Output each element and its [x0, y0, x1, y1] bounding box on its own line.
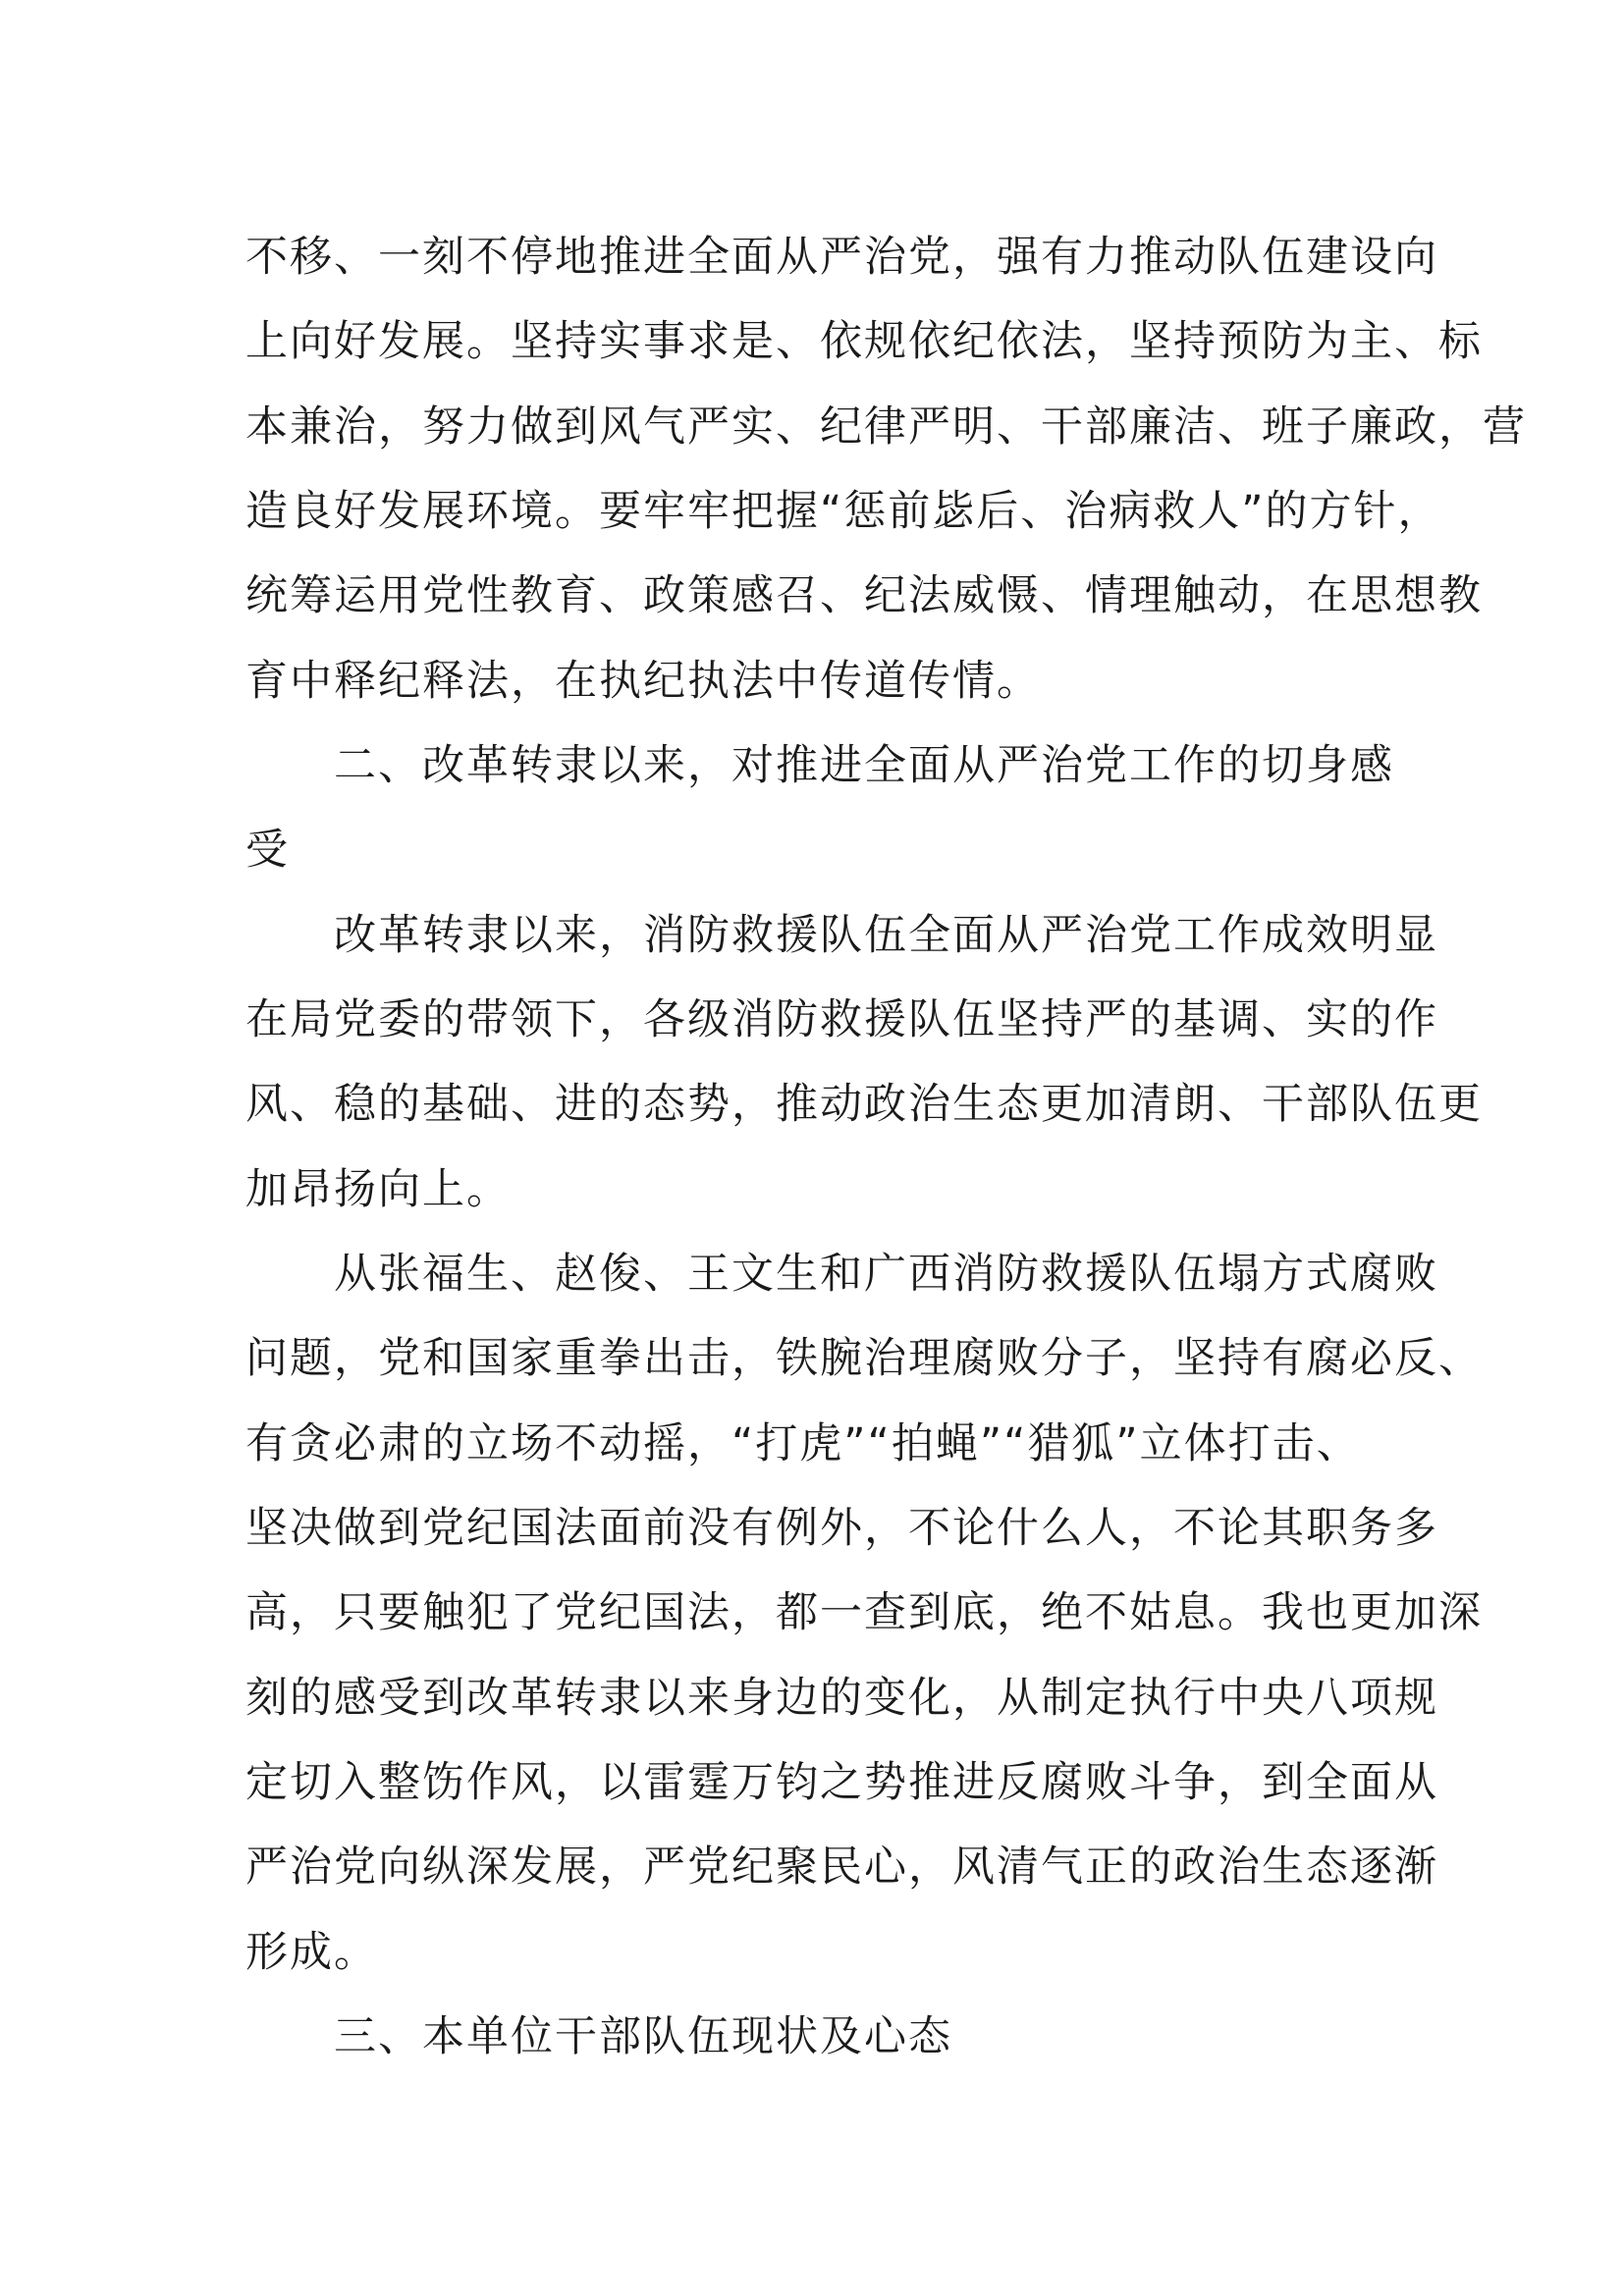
paragraph-line: 高，只要触犯了党纪国法，都一查到底，绝不姑息。我也更加深: [245, 1588, 1483, 1637]
paragraph-line: 育中释纪释法，在执纪执法中传道传情。: [245, 657, 1041, 706]
paragraph-line: 改革转隶以来，消防救援队伍全面从严治党工作成效明显: [334, 911, 1438, 960]
paragraph-line: 风、稳的基础、进的态势，推动政治生态更加清朗、干部队伍更: [245, 1080, 1483, 1129]
paragraph-line: 在局党委的带领下，各级消防救援队伍坚持严的基调、实的作: [245, 995, 1438, 1044]
paragraph-line: 本兼治，努力做到风气严实、纪律严明、干部廉洁、班子廉政，营: [245, 402, 1527, 452]
paragraph-line: 统筹运用党性教育、政策感召、纪法威慑、情理触动，在思想教: [245, 571, 1483, 620]
paragraph-line: 上向好发展。坚持实事求是、依规依纪依法，坚持预防为主、标: [245, 317, 1483, 366]
section-heading: 三、本单位干部队伍现状及心态: [334, 2012, 952, 2061]
paragraph-line: 严治党向纵深发展，严党纪聚民心，风清气正的政治生态逐渐: [245, 1842, 1438, 1892]
paragraph-line: 加昂扬向上。: [245, 1165, 511, 1214]
paragraph-line: 从张福生、赵俊、王文生和广西消防救援队伍塌方式腐败: [334, 1250, 1438, 1299]
paragraph-line: 问题，党和国家重拳出击，铁腕治理腐败分子，坚持有腐必反、: [245, 1334, 1483, 1383]
paragraph-line: 坚决做到党纪国法面前没有例外，不论什么人，不论其职务多: [245, 1504, 1438, 1553]
paragraph-line: 刻的感受到改革转隶以来身边的变化，从制定执行中央八项规: [245, 1674, 1438, 1723]
paragraph-line: 不移、一刻不停地推进全面从严治党，强有力推动队伍建设向: [245, 233, 1438, 282]
section-heading-continuation: 受: [245, 826, 290, 875]
paragraph-line: 造良好发展环境。要牢牢把握“惩前毖后、治病救人”的方针，: [245, 487, 1442, 536]
paragraph-line: 定切入整饬作风，以雷霆万钧之势推进反腐败斗争，到全面从: [245, 1758, 1438, 1807]
section-heading: 二、改革转隶以来，对推进全面从严治党工作的切身感: [334, 741, 1394, 790]
paragraph-line: 有贪必肃的立场不动摇，“打虎”“拍蝇”“猎狐”立体打击、: [245, 1419, 1361, 1468]
paragraph-line: 形成。: [245, 1928, 378, 1977]
